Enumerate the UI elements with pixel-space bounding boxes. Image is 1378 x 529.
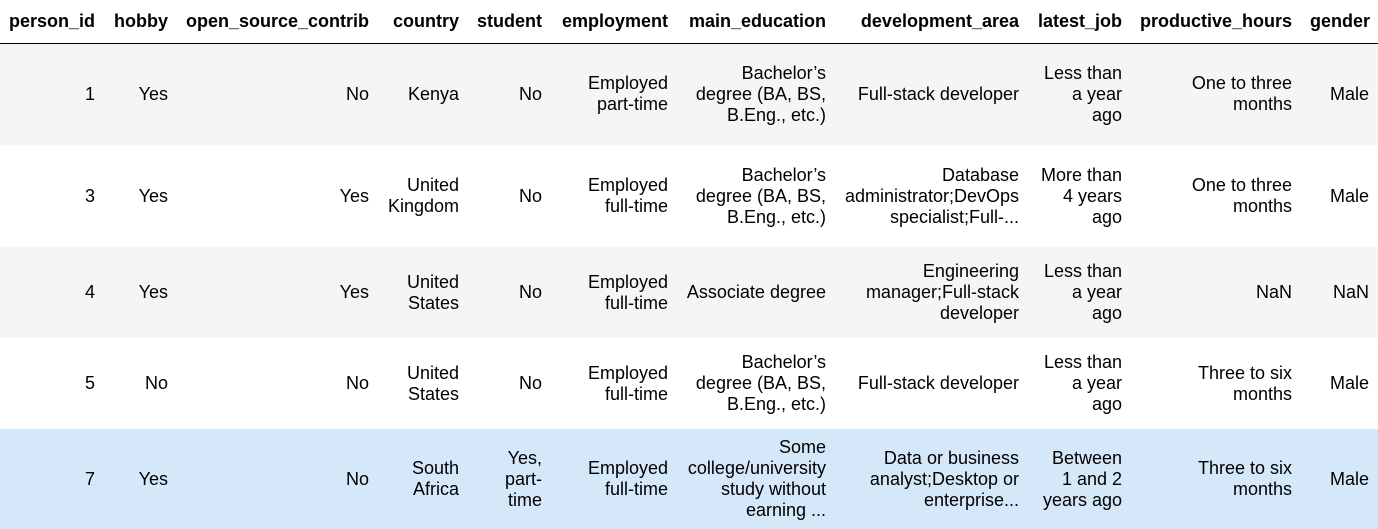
cell-latest-job: Less than a year ago (1028, 43, 1131, 145)
cell-development-area: Full-stack developer (835, 43, 1028, 145)
table-body (0, 43, 1378, 529)
cell-development-area: Data or business analyst;Desktop or enterprise... (835, 429, 1028, 529)
column-header-person-id: person_id (0, 0, 104, 43)
column-header-productive-hours: productive_hours (1131, 0, 1301, 43)
cell-person-id: 4 (0, 247, 104, 338)
cell-gender: Male (1301, 145, 1378, 247)
cell-main-education: Bachelor’s degree (BA, BS, B.Eng., etc.) (677, 338, 835, 429)
cell-person-id: 3 (0, 145, 104, 247)
cell-person-id: 1 (0, 43, 104, 145)
cell-gender: Male (1301, 338, 1378, 429)
cell-main-education: Some college/university study without earning ... (677, 429, 835, 529)
cell-person-id: 7 (0, 429, 104, 529)
cell-hobby: Yes (104, 145, 177, 247)
cell-employment: Employed full-time (551, 429, 677, 529)
cell-hobby: Yes (104, 429, 177, 529)
cell-main-education: Bachelor’s degree (BA, BS, B.Eng., etc.) (677, 43, 835, 145)
cell-country: United Kingdom (378, 145, 468, 247)
cell-hobby: Yes (104, 43, 177, 145)
cell-employment: Employed full-time (551, 338, 677, 429)
column-header-main-education: main_education (677, 0, 835, 43)
table-row[interactable] (0, 338, 1378, 429)
cell-development-area: Database administrator;DevOps specialist;Full-... (835, 145, 1028, 247)
cell-productive-hours: One to three months (1131, 43, 1301, 145)
cell-development-area: Engineering manager;Full-stack developer (835, 247, 1028, 338)
cell-open-source-contrib: Yes (177, 145, 378, 247)
cell-latest-job: Between 1 and 2 years ago (1028, 429, 1131, 529)
cell-latest-job: Less than a year ago (1028, 247, 1131, 338)
cell-productive-hours: One to three months (1131, 145, 1301, 247)
column-header-student: student (468, 0, 551, 43)
column-header-development-area: development_area (835, 0, 1028, 43)
cell-country: South Africa (378, 429, 468, 529)
cell-latest-job: Less than a year ago (1028, 338, 1131, 429)
cell-student: No (468, 338, 551, 429)
column-header-open-source-contrib: open_source_contrib (177, 0, 378, 43)
cell-latest-job: More than 4 years ago (1028, 145, 1131, 247)
column-header-latest-job: latest_job (1028, 0, 1131, 43)
cell-productive-hours: Three to six months (1131, 338, 1301, 429)
cell-employment: Employed full-time (551, 247, 677, 338)
cell-student: Yes, part-time (468, 429, 551, 529)
cell-employment: Employed full-time (551, 145, 677, 247)
table-row[interactable] (0, 247, 1378, 338)
column-header-gender: gender (1301, 0, 1378, 43)
table-row[interactable] (0, 145, 1378, 247)
cell-gender: Male (1301, 43, 1378, 145)
table-row[interactable] (0, 429, 1378, 529)
cell-gender: NaN (1301, 247, 1378, 338)
cell-main-education: Bachelor’s degree (BA, BS, B.Eng., etc.) (677, 145, 835, 247)
cell-development-area: Full-stack developer (835, 338, 1028, 429)
cell-productive-hours: Three to six months (1131, 429, 1301, 529)
cell-open-source-contrib: Yes (177, 247, 378, 338)
cell-hobby: No (104, 338, 177, 429)
cell-country: Kenya (378, 43, 468, 145)
cell-hobby: Yes (104, 247, 177, 338)
table-header (0, 0, 1378, 43)
cell-student: No (468, 247, 551, 338)
table-row[interactable] (0, 43, 1378, 145)
cell-productive-hours: NaN (1131, 247, 1301, 338)
cell-country: United States (378, 247, 468, 338)
header-row (0, 0, 1378, 43)
cell-person-id: 5 (0, 338, 104, 429)
cell-open-source-contrib: No (177, 429, 378, 529)
column-header-hobby: hobby (104, 0, 177, 43)
cell-country: United States (378, 338, 468, 429)
cell-open-source-contrib: No (177, 338, 378, 429)
cell-open-source-contrib: No (177, 43, 378, 145)
cell-main-education: Associate degree (677, 247, 835, 338)
column-header-employment: employment (551, 0, 677, 43)
cell-student: No (468, 43, 551, 145)
cell-student: No (468, 145, 551, 247)
column-header-country: country (378, 0, 468, 43)
cell-employment: Employed part-time (551, 43, 677, 145)
cell-gender: Male (1301, 429, 1378, 529)
